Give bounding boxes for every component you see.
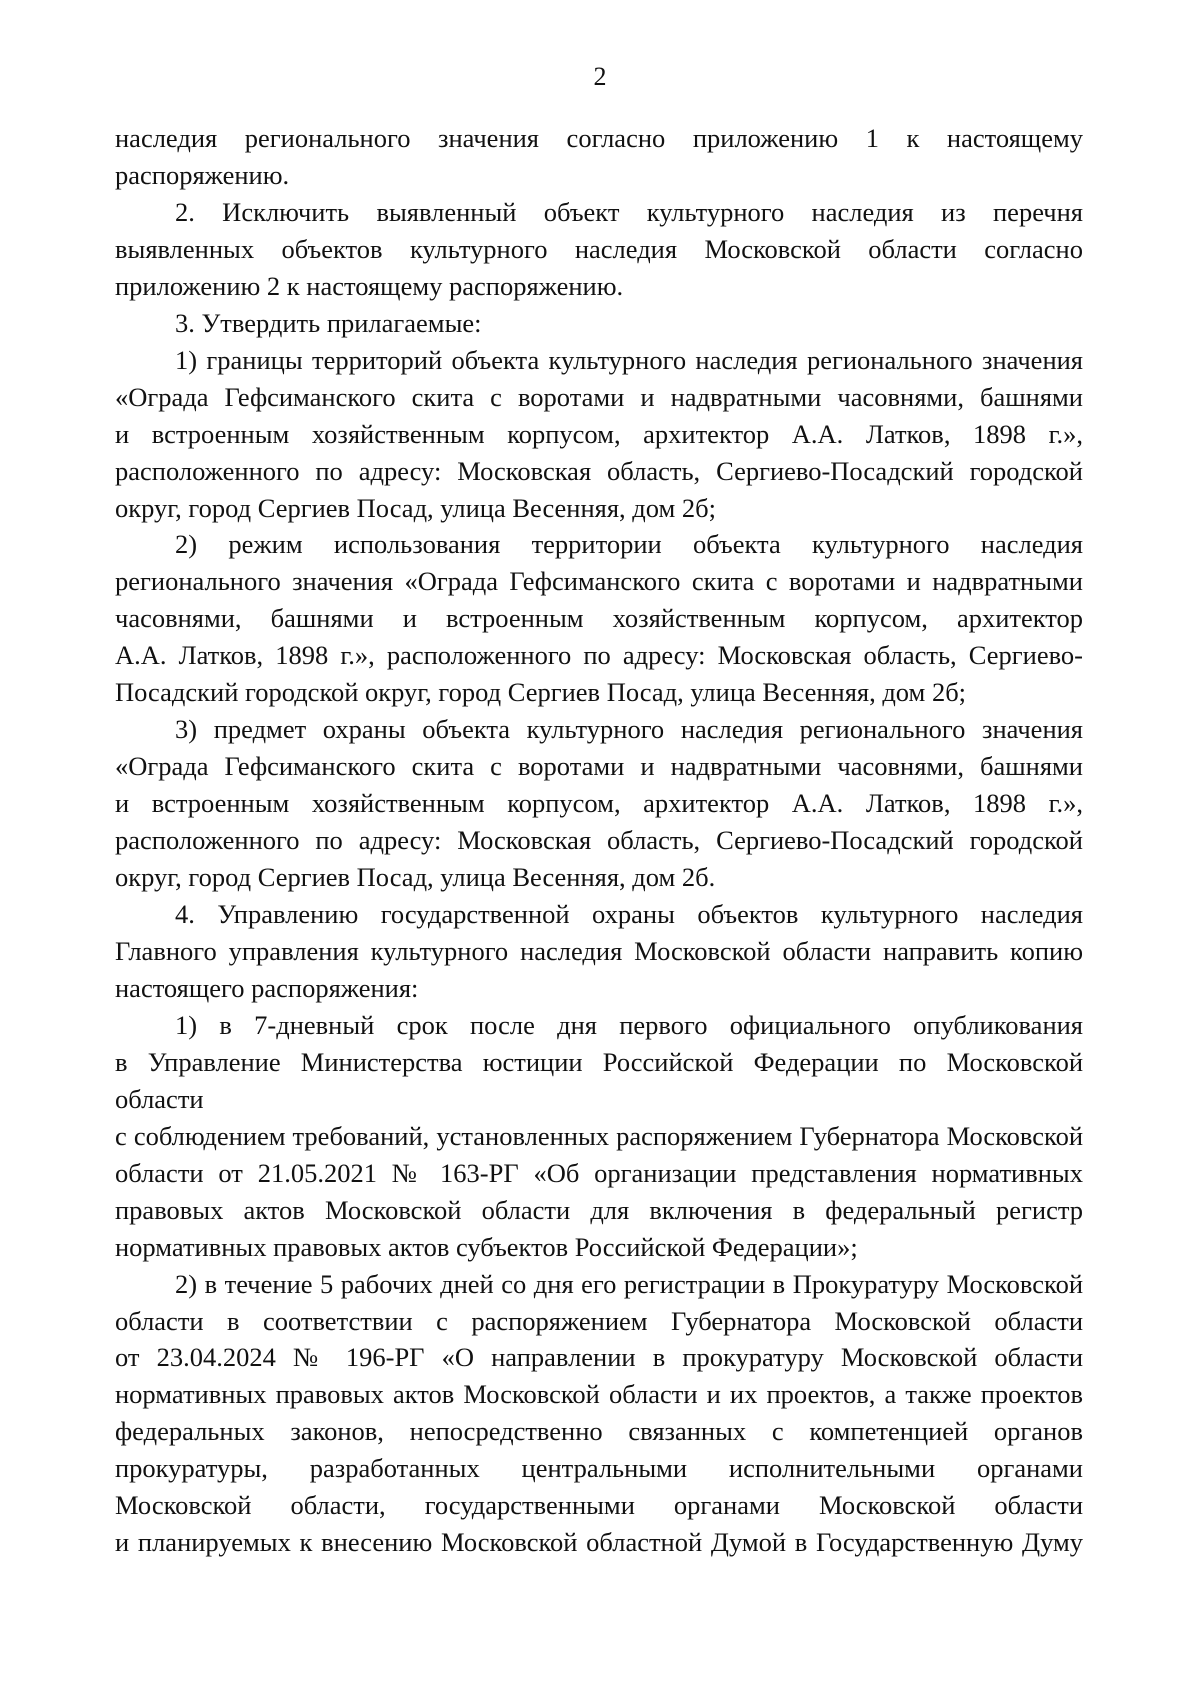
text-line: «Ограда Гефсиманского скита с воротами и надвратными часовнями, башнями: [115, 381, 1083, 412]
paragraph-item-4: [115, 896, 1083, 1007]
text-line: расположенного по адресу: Московская область, Сергиево-Посадский городской: [115, 825, 1083, 856]
text-line: 3) предмет охраны объекта культурного наследия регионального значения: [175, 714, 1083, 745]
text-line: приложению 2 к настоящему распоряжению.: [115, 270, 624, 301]
text-line: распоряжению.: [115, 159, 290, 190]
text-line: 3. Утвердить прилагаемые:: [175, 307, 482, 338]
text-line: 2) режим использования территории объекта культурного наследия: [175, 529, 1083, 560]
text-line: выявленных объектов культурного наследия Московской области согласно: [115, 233, 1083, 264]
text-line: Московской области, государственными органами Московской области: [115, 1490, 1083, 1521]
text-line: и встроенным хозяйственным корпусом, архитектор А.А. Латков, 1898 г.»,: [115, 418, 1083, 449]
text-line: 2) в течение 5 рабочих дней со дня его регистрации в Прокуратуру Московской: [175, 1268, 1083, 1299]
text-line: и планируемых к внесению Московской областной Думой в Государственную Думу: [115, 1527, 1083, 1558]
text-line: и встроенным хозяйственным корпусом, архитектор А.А. Латков, 1898 г.»,: [115, 788, 1083, 819]
document-body: [115, 120, 1083, 1561]
text-line: 1) в 7-дневный срок после дня первого официального опубликования: [175, 1009, 1083, 1040]
text-line: нормативных правовых актов субъектов Российской Федерации»;: [115, 1231, 858, 1262]
text-line: в Управление Министерства юстиции Российской Федерации по Московской области: [115, 1046, 1083, 1114]
text-line: настоящего распоряжения:: [115, 972, 419, 1003]
paragraph-continuation: [115, 120, 1083, 194]
text-line: часовнями, башнями и встроенным хозяйственным корпусом, архитектор: [115, 603, 1083, 634]
paragraph-subitem-3-3: [115, 711, 1083, 896]
text-line: области от 21.05.2021 № 163-РГ «Об организации представления нормативных: [115, 1157, 1083, 1188]
text-line: «Ограда Гефсиманского скита с воротами и надвратными часовнями, башнями: [115, 751, 1083, 782]
text-line: 2. Исключить выявленный объект культурного наследия из перечня: [175, 196, 1083, 227]
paragraph-subitem-4-2: [115, 1266, 1083, 1562]
text-line: области в соответствии с распоряжением Губернатора Московской области: [115, 1305, 1083, 1336]
paragraph-subitem-4-1: [115, 1007, 1083, 1266]
paragraph-subitem-3-2: [115, 526, 1083, 711]
text-line: А.А. Латков, 1898 г.», расположенного по адресу: Московская область, Сергиево-: [115, 640, 1083, 671]
text-line: Посадский городской округ, город Сергиев Посад, улица Весенняя, дом 2б;: [115, 677, 967, 708]
text-line: с соблюдением требований, установленных распоряжением Губернатора Московской: [115, 1120, 1083, 1151]
text-line: правовых актов Московской области для включения в федеральный регистр: [115, 1194, 1083, 1225]
paragraph-item-2: [115, 194, 1083, 305]
text-line: прокуратуры, разработанных центральными исполнительными органами: [115, 1453, 1083, 1484]
text-line: 1) границы территорий объекта культурного наследия регионального значения: [175, 344, 1083, 375]
text-line: расположенного по адресу: Московская область, Сергиево-Посадский городской: [115, 455, 1083, 486]
text-line: 4. Управлению государственной охраны объектов культурного наследия: [175, 899, 1083, 930]
paragraph-subitem-3-1: [115, 342, 1083, 527]
text-line: Главного управления культурного наследия Московской области направить копию: [115, 935, 1083, 966]
text-line: округ, город Сергиев Посад, улица Весенняя, дом 2б.: [115, 862, 716, 893]
paragraph-item-3: [115, 305, 1083, 342]
text-line: наследия регионального значения согласно приложению 1 к настоящему: [115, 123, 1083, 153]
text-line: нормативных правовых актов Московской области и их проектов, а также проектов: [115, 1379, 1083, 1410]
text-line: регионального значения «Ограда Гефсиманского скита с воротами и надвратными: [115, 566, 1083, 597]
text-line: федеральных законов, непосредственно связанных с компетенцией органов: [115, 1416, 1083, 1447]
text-line: округ, город Сергиев Посад, улица Весенняя, дом 2б;: [115, 492, 717, 523]
text-line: от 23.04.2024 № 196-РГ «О направлении в прокуратуру Московской области: [115, 1342, 1083, 1373]
page-number: 2: [593, 62, 607, 91]
